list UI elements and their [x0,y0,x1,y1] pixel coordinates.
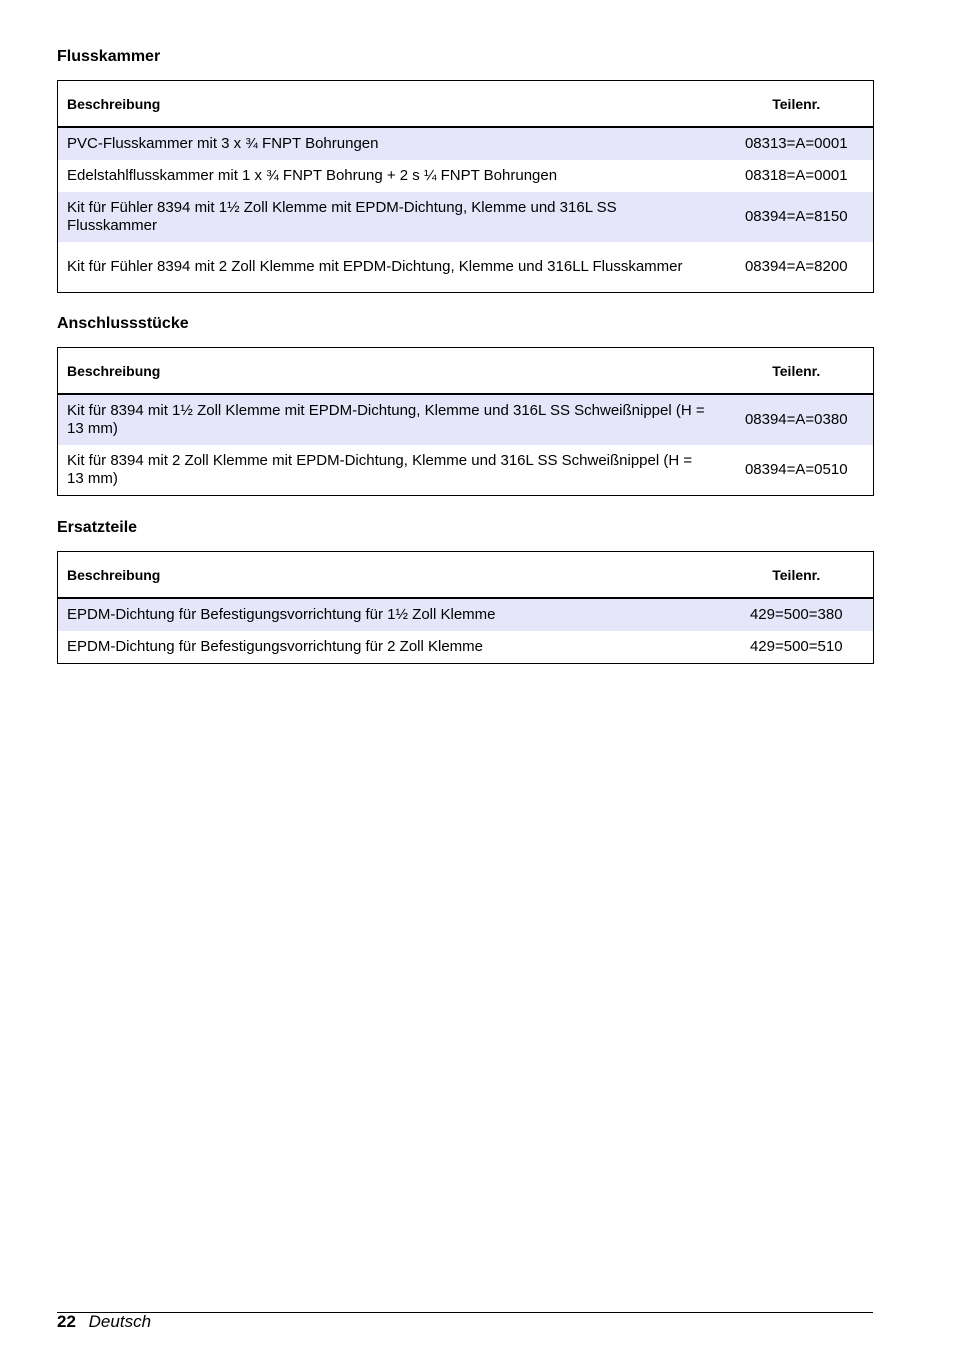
table-row [58,445,874,496]
parts-table [57,347,874,496]
table-header-row [58,552,874,599]
section-title: Ersatzteile [57,519,138,536]
column-header-description: Beschreibung [58,348,720,395]
row-part-number: 08394=A=0380 [720,394,874,445]
page-footer [57,1312,151,1332]
row-description: Edelstahlflusskammer mit 1 x ¾ FNPT Bohrung + 2 s ¼ FNPT Bohrungen [67,167,558,184]
section-title: Anschlussstücke [57,315,189,332]
section-title: Flusskammer [57,48,161,65]
table-row [58,160,874,192]
section-anschlussstuecke [57,314,873,496]
row-description: Kit für Fühler 8394 mit 1½ Zoll Klemme mit EPDM-Dichtung, Klemme und 316L SS Flusskammer [58,192,720,242]
row-part-number: 08313=A=0001 [720,127,874,160]
row-description: Kit für 8394 mit 1½ Zoll Klemme mit EPDM-Dichtung, Klemme und 316L SS Schweißnippel (H = 13 mm) [58,394,720,445]
parts-table [57,551,874,664]
section-flusskammer [57,47,873,293]
row-part-number: 429=500=510 [749,638,843,655]
table-row [58,192,874,242]
table-row [58,631,874,664]
row-part-number: 429=500=380 [720,598,874,631]
row-part-number: 08394=A=0510 [744,461,848,478]
column-header-part-number: Teilenr. [720,552,874,599]
row-description: Kit für 8394 mit 2 Zoll Klemme mit EPDM-Dichtung, Klemme und 316L SS Schweißnippel (H = 13 mm) [67,452,693,487]
section-ersatzteile [57,518,873,664]
row-part-number: 08394=A=8200 [744,258,848,275]
column-header-part-number: Teilenr. [720,348,874,395]
table-row [58,127,874,160]
table-row [58,242,874,293]
row-part-number: 08318=A=0001 [744,167,848,184]
table-header-row [58,81,874,128]
row-part-number: 08394=A=8150 [720,192,874,242]
footer-divider [57,1312,873,1313]
parts-table [57,80,874,293]
table-row [58,394,874,445]
column-header-description: Beschreibung [58,81,720,128]
page-number: 22 [57,1312,76,1331]
table-row [58,598,874,631]
row-description: Kit für Fühler 8394 mit 2 Zoll Klemme mit EPDM-Dichtung, Klemme und 316LL Flusskammer [67,258,683,275]
row-description: EPDM-Dichtung für Befestigungsvorrichtung für 1½ Zoll Klemme [58,598,720,631]
column-header-part-number: Teilenr. [720,81,874,128]
row-description: EPDM-Dichtung für Befestigungsvorrichtung für 2 Zoll Klemme [67,638,484,655]
table-header-row [58,348,874,395]
column-header-description: Beschreibung [58,552,720,599]
page-language: Deutsch [88,1312,152,1331]
row-description: PVC-Flusskammer mit 3 x ¾ FNPT Bohrungen [58,127,720,160]
